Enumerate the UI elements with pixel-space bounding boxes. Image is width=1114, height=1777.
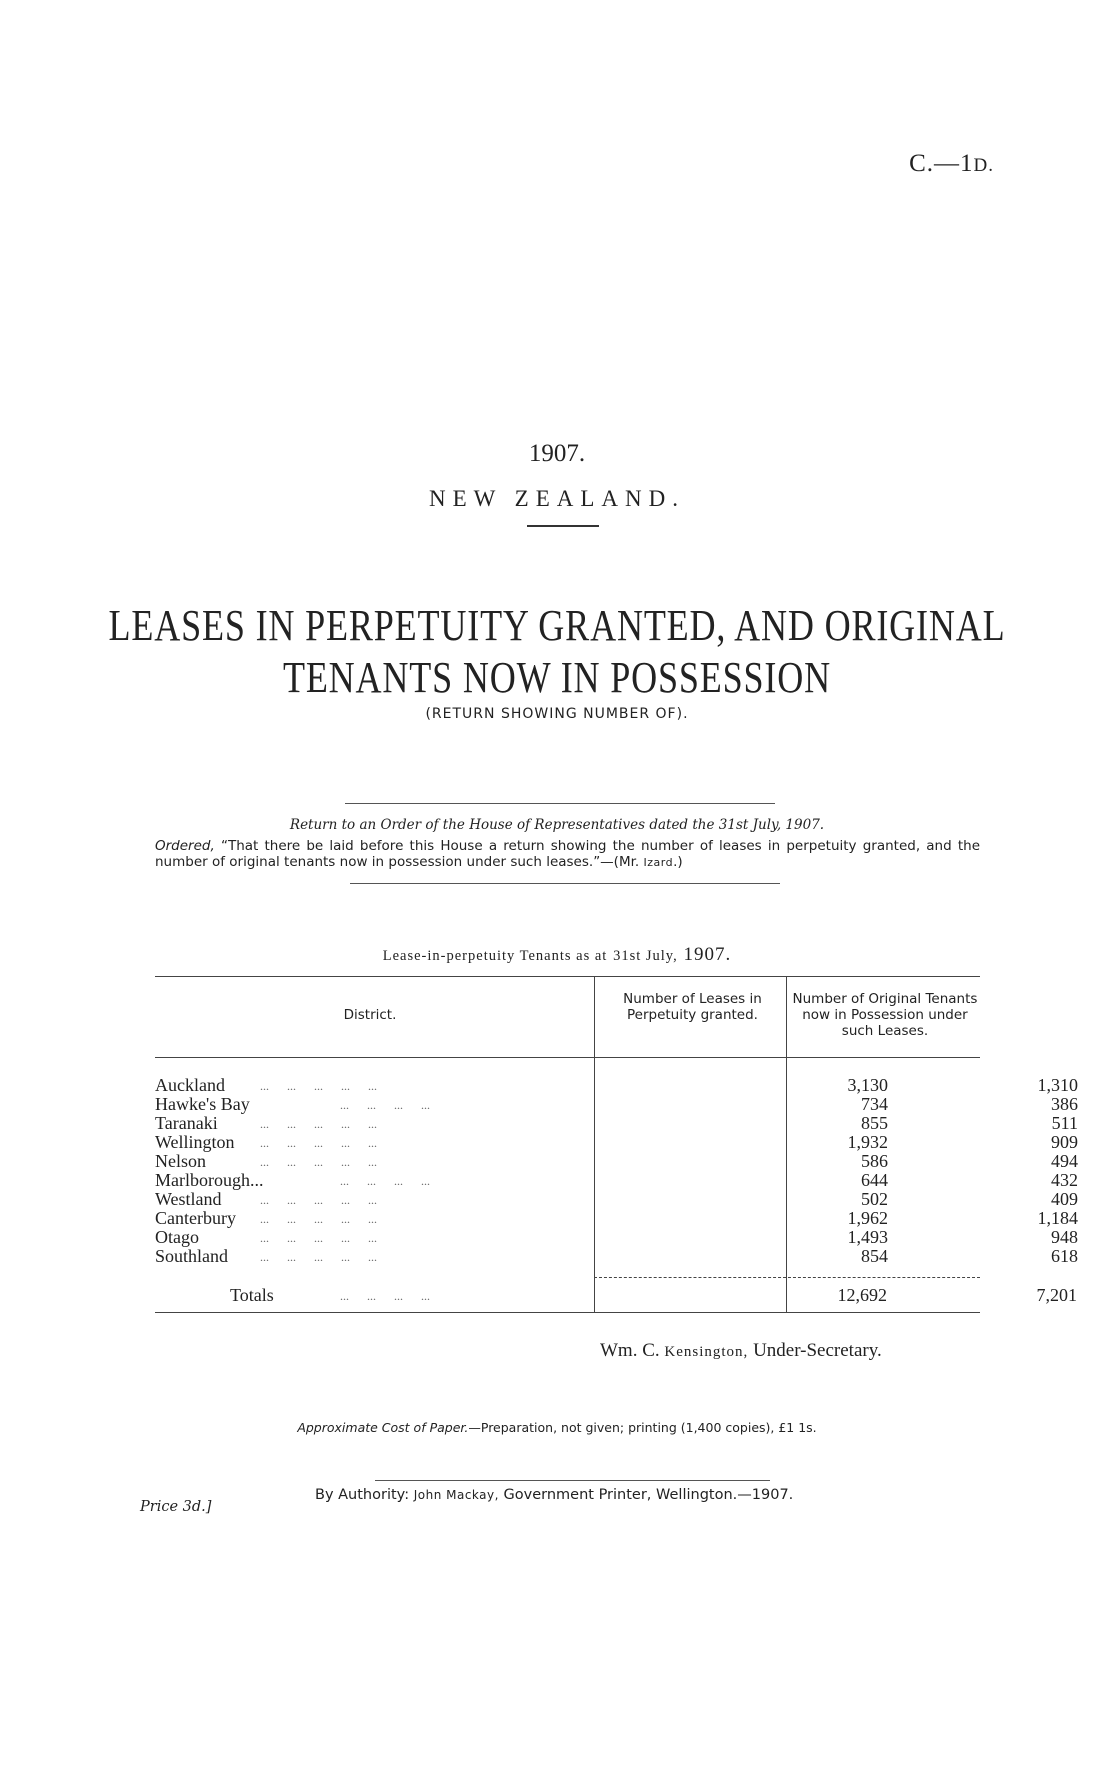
row-tenants-value: 386 xyxy=(1051,1094,1078,1114)
order-bottom-rule xyxy=(350,883,780,884)
row-leases-value: 502 xyxy=(861,1189,888,1209)
row-leases-value: 1,932 xyxy=(847,1132,888,1152)
row-district: Hawke's Bay xyxy=(155,1094,250,1114)
cost-label: Approximate Cost of Paper. xyxy=(297,1420,469,1435)
table-title-part2: 31st July, xyxy=(613,948,678,964)
price: Price 3d.] xyxy=(140,1499,212,1515)
table-row xyxy=(155,1094,1078,1114)
row-district: Canterbury xyxy=(155,1208,236,1228)
signature-prefix: Wm. C. xyxy=(600,1340,660,1361)
table-row xyxy=(155,1132,1078,1152)
row-leases-value: 855 xyxy=(861,1113,888,1133)
cost-of-paper xyxy=(0,1420,1114,1435)
row-tenants-value: 618 xyxy=(1051,1246,1078,1266)
authority-line xyxy=(315,1487,793,1503)
row-leader-dots: ... ... ... ... ... xyxy=(260,1079,377,1093)
row-leases-value: 1,493 xyxy=(847,1227,888,1247)
table-row xyxy=(155,1170,1078,1190)
row-district: Marlborough... xyxy=(155,1170,264,1190)
paper-code xyxy=(909,150,994,178)
row-leader-dots: ... ... ... ... xyxy=(340,1098,430,1112)
row-district: Westland xyxy=(155,1189,222,1209)
footer-rule xyxy=(375,1480,770,1481)
row-tenants-value: 948 xyxy=(1051,1227,1078,1247)
table-row xyxy=(155,1246,1078,1266)
ordered-text: “That there be laid before this House a return showing the number of leases in perpetuity granted, and the number of original tenants now in possession under such leases.”—(Mr. xyxy=(155,838,980,870)
signature-surname: Kensington, xyxy=(664,1344,749,1360)
country-name: NEW ZEALAND. xyxy=(428,486,686,511)
ordered-end: .) xyxy=(673,854,683,870)
row-tenants-value: 409 xyxy=(1051,1189,1078,1209)
table-header-rule xyxy=(155,1057,980,1058)
order-top-rule xyxy=(345,803,775,804)
row-leader-dots: ... ... ... ... ... xyxy=(260,1155,377,1169)
row-tenants-value: 494 xyxy=(1051,1151,1078,1171)
printer-name: John Mackay, xyxy=(413,1488,499,1502)
signature xyxy=(600,1340,882,1362)
row-tenants-value: 909 xyxy=(1051,1132,1078,1152)
header-leases: Number of Leases in Perpetuity granted. xyxy=(623,991,762,1023)
row-leases-value: 3,130 xyxy=(847,1075,888,1095)
title-divider xyxy=(527,525,599,527)
row-district: Otago xyxy=(155,1227,199,1247)
row-tenants-value: 1,184 xyxy=(1037,1208,1078,1228)
row-leases-value: 586 xyxy=(861,1151,888,1171)
ordered-paragraph xyxy=(155,838,980,871)
row-leader-dots: ... ... ... ... ... xyxy=(260,1212,377,1226)
table-top-rule xyxy=(155,976,980,977)
row-leader-dots: ... ... ... ... ... xyxy=(260,1117,377,1131)
table-bottom-rule xyxy=(155,1312,980,1313)
table-title xyxy=(0,944,1114,966)
row-leases-value: 734 xyxy=(861,1094,888,1114)
row-leader-dots: ... ... ... ... ... xyxy=(260,1193,377,1207)
row-leader-dots: ... ... ... ... xyxy=(340,1174,430,1188)
totals-rule xyxy=(594,1277,980,1278)
table-row xyxy=(155,1075,1078,1095)
ordered-label: Ordered, xyxy=(155,838,215,854)
paper-code-suffix: D. xyxy=(973,155,994,176)
year: 1907. xyxy=(528,440,586,467)
return-order-line: Return to an Order of the House of Representatives dated the 31st July, 1907. xyxy=(289,817,825,833)
totals-leases: 12,692 xyxy=(837,1285,887,1305)
row-tenants-value: 511 xyxy=(1051,1113,1078,1133)
document-subtitle: (RETURN SHOWING NUMBER OF). xyxy=(425,706,689,722)
table-row xyxy=(155,1227,1078,1247)
document-title-line2: TENANTS NOW IN POSSESSION xyxy=(282,653,832,702)
cost-text: —Preparation, not given; printing (1,400 copies), £1 1s. xyxy=(468,1420,817,1435)
document-title-line1: LEASES IN PERPETUITY GRANTED, AND ORIGINAL xyxy=(108,601,1006,650)
paper-code-main: C.—1 xyxy=(909,150,974,177)
row-tenants-value: 432 xyxy=(1051,1170,1078,1190)
table-row xyxy=(155,1189,1078,1209)
row-district: Taranaki xyxy=(155,1113,218,1133)
row-district: Wellington xyxy=(155,1132,235,1152)
table-title-part1: Lease-in-perpetuity Tenants as at xyxy=(382,948,608,964)
row-district: Southland xyxy=(155,1246,229,1266)
totals-label: Totals xyxy=(230,1285,274,1305)
table-title-year: 1907. xyxy=(683,944,732,965)
row-tenants-value: 1,310 xyxy=(1037,1075,1078,1095)
header-district: District. xyxy=(343,1007,397,1023)
row-leases-value: 854 xyxy=(861,1246,888,1266)
row-leader-dots: ... ... ... ... ... xyxy=(260,1250,377,1264)
authority-suffix: Government Printer, Wellington.—1907. xyxy=(503,1487,794,1503)
row-leases-value: 644 xyxy=(861,1170,888,1190)
table-row xyxy=(155,1151,1078,1171)
header-tenants: Number of Original Tenants now in Possession under such Leases. xyxy=(792,991,978,1039)
signature-title: Under-Secretary. xyxy=(753,1340,882,1361)
authority-prefix: By Authority: xyxy=(315,1487,410,1503)
totals-row xyxy=(155,1285,1077,1305)
row-leader-dots: ... ... ... ... ... xyxy=(260,1136,377,1150)
ordered-mover: Izard xyxy=(643,856,674,869)
row-district: Nelson xyxy=(155,1151,206,1171)
totals-leader-dots: ... ... ... ... xyxy=(340,1289,430,1303)
row-leader-dots: ... ... ... ... ... xyxy=(260,1231,377,1245)
row-leases-value: 1,962 xyxy=(847,1208,888,1228)
row-district: Auckland xyxy=(155,1075,225,1095)
table-row xyxy=(155,1113,1078,1133)
totals-tenants: 7,201 xyxy=(1036,1285,1077,1305)
table-row xyxy=(155,1208,1078,1228)
